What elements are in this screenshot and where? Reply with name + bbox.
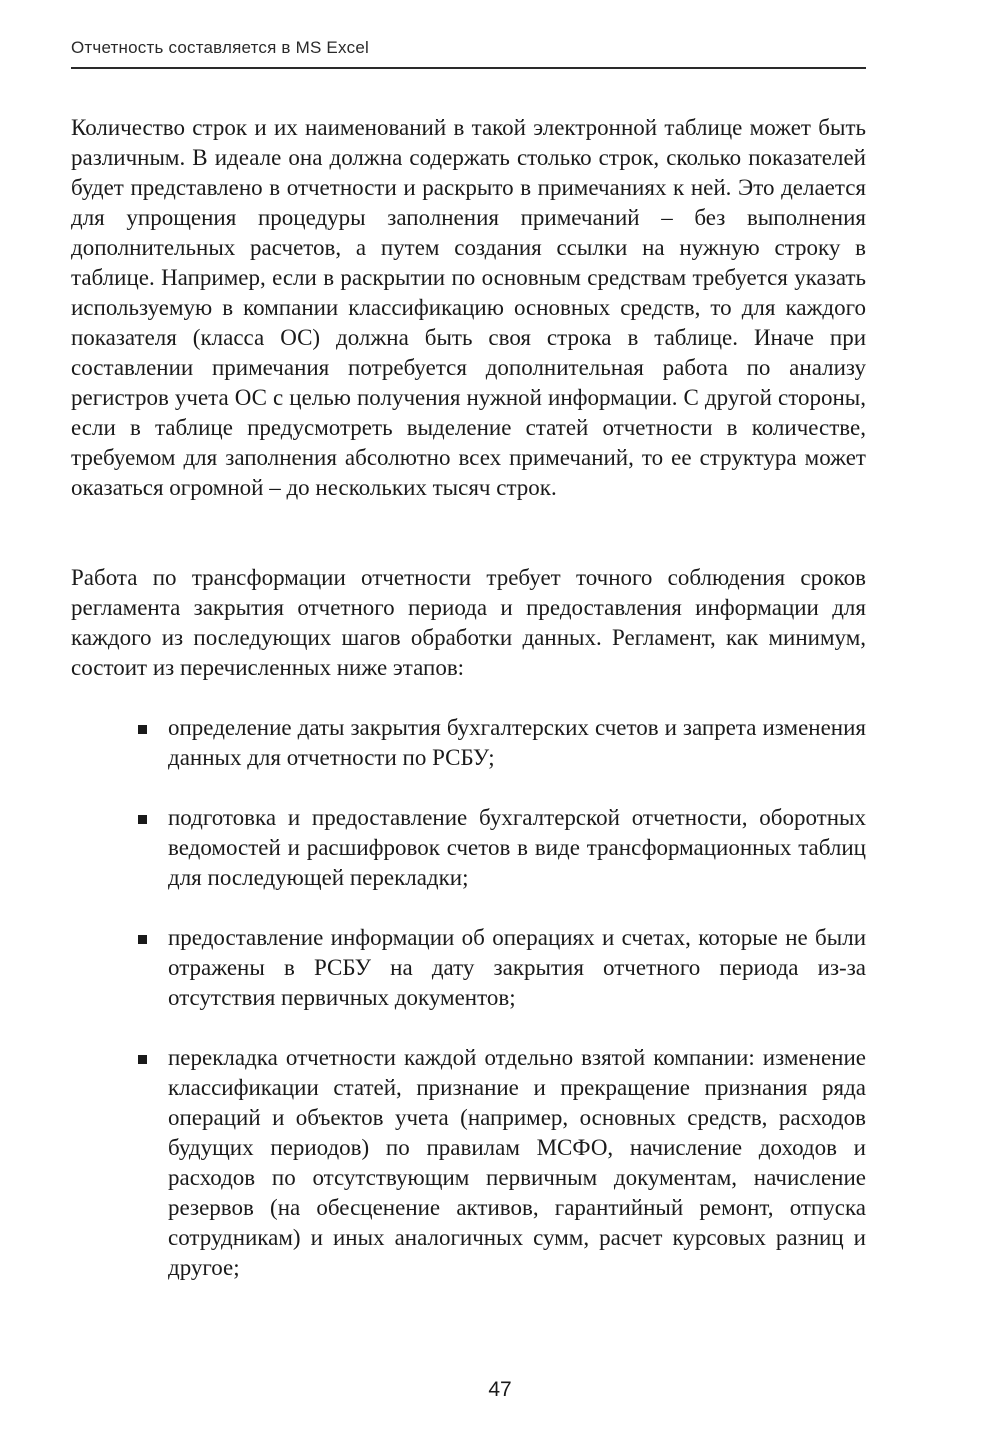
page-number: 47 [488,1378,512,1401]
header-divider [71,67,866,69]
list-item-text: определение даты закрытия бухгалтерских счетов и запрета изменения данных для отчетности по РСБУ; [168,715,866,770]
square-bullet-icon [138,815,147,824]
stages-list [135,713,866,1313]
list-item-text: подготовка и предоставление бухгалтерской отчетности, оборотных ведомостей и расшифровок счетов в виде трансформационных таблиц для последующей перекладки; [168,805,866,890]
square-bullet-icon [138,935,147,944]
list-item [135,1043,866,1283]
list-item-text: перекладка отчетности каждой отдельно взятой компании: изменение классификации статей, признание и прекращение признания ряда операций и объектов учета (например, основных средств, расходов будущих периодов) по правилам МСФО, начисление доходов и расходов по отсутствующим первичным документам, начисление резервов (на обесценение активов, гарантийный ремонт, отпуска сотрудникам) и иных аналогичных сумм, расчет курсовых разниц и другое; [168,1045,866,1280]
square-bullet-icon [138,1055,147,1064]
square-bullet-icon [138,725,147,734]
paragraph-transformation-schedule: Работа по трансформации отчетности требует точного соблюдения сроков регламента закрытия отчетного периода и предоставления информации для каждого из последующих шагов обработки данных. Регламент, как минимум, состоит из перечисленных ниже этапов: [71,565,866,680]
running-header: Отчетность составляется в MS Excel [71,38,369,57]
list-item [135,923,866,1013]
list-item [135,803,866,893]
list-item-text: предоставление информации об операциях и счетах, которые не были отражены в РСБУ на дату закрытия отчетного периода из-за отсутствия первичных документов; [168,925,866,1010]
list-item [135,713,866,773]
paragraph-rows-in-table: Количество строк и их наименований в такой электронной таблице может быть различным. В идеале она должна содержать столько строк, сколько показателей будет представлено в отчетности и раскрыто в примечаниях к ней. Это делается для упрощения процедуры заполнения примечаний – без выполнения дополнительных расчетов, а путем создания ссылки на нужную строку в таблице. Например, если в раскрытии по основным средствам требуется указать используемую в компании классификацию основных средств, то для каждого показателя (класса ОС) должна быть своя строка в таблице. Иначе при составлении примечания потребуется дополнительная работа по анализу регистров учета ОС с целью получения нужной информации. С другой стороны, если в таблице предусмотреть выделение статей отчетности в количестве, требуемом для заполнения абсолютно всех примечаний, то ее структура может оказаться огромной – до нескольких тысяч строк. [71,115,866,500]
